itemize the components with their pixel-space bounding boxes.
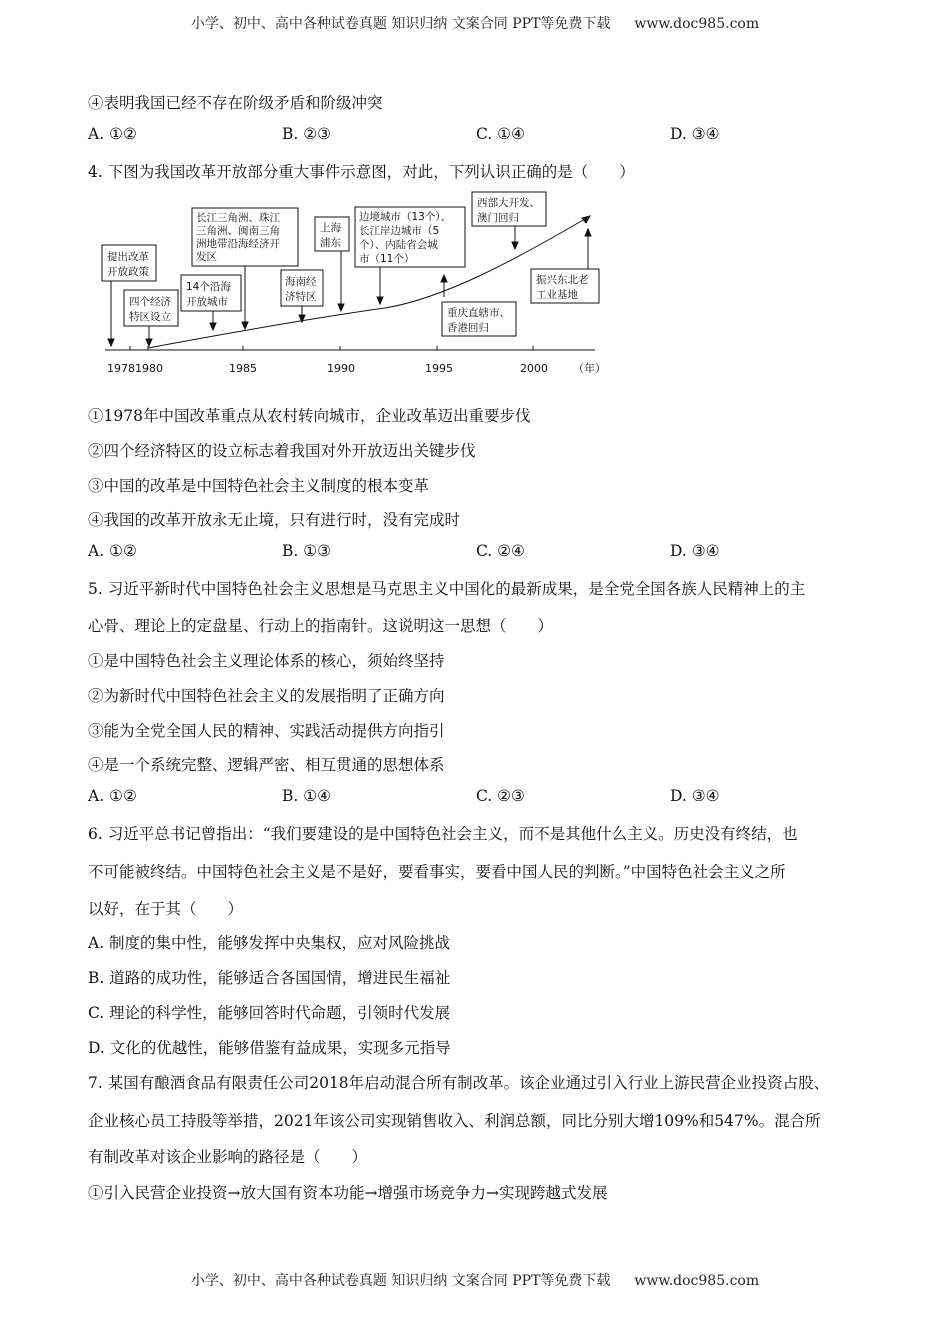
q4-item-3: ③中国的改革是中国特色社会主义制度的根本变革 xyxy=(88,477,430,495)
q5-option-a[interactable]: A. ①② xyxy=(88,787,137,805)
q5-item-4: ④是一个系统完整、逻辑严密、相互贯通的思想体系 xyxy=(88,756,445,774)
event-text-14-cities: 14个沿海 开放城市 xyxy=(186,281,231,308)
q5-option-c[interactable]: C. ②③ xyxy=(476,787,525,805)
q4-item-2: ②四个经济特区的设立标志着我国对外开放迈出关键步伐 xyxy=(88,442,476,460)
q4-option-b[interactable]: B. ①③ xyxy=(282,542,332,560)
q4-option-d[interactable]: D. ③④ xyxy=(670,542,720,560)
q3-option-d[interactable]: D. ③④ xyxy=(670,125,720,143)
footer-text: 小学、初中、高中各种试卷真题 知识归纳 文案合同 PPT等免费下载 xyxy=(190,1273,611,1289)
header-url[interactable]: www.doc985.com xyxy=(634,16,760,32)
q5-options xyxy=(88,787,888,809)
q4-stem: 4. 下图为我国改革开放部分重大事件示意图，对此，下列认识正确的是（ ） xyxy=(88,163,635,181)
q6-option-b[interactable]: B. 道路的成功性，能够适合各国国情，增进民生福祉 xyxy=(88,969,451,987)
axis-label-1995: 1995 xyxy=(425,362,453,375)
q4-item-1: ①1978年中国改革重点从农村转向城市，企业改革迈出重要步伐 xyxy=(88,407,531,425)
axis-label-2000: 2000 xyxy=(520,362,548,375)
reform-timeline-figure xyxy=(95,190,615,380)
event-text-border-cities: 边境城市（13个）、 长江岸边城市（5 个）、内陆省会城 市（11个） xyxy=(359,211,452,265)
q5-option-d[interactable]: D. ③④ xyxy=(670,787,720,805)
q5-stem-line-1: 5. 习近平新时代中国特色社会主义思想是马克思主义中国化的最新成果，是全党全国各族人民精神上的主 xyxy=(88,580,806,598)
q5-item-1: ①是中国特色社会主义理论体系的核心，须始终坚持 xyxy=(88,652,445,670)
q3-option-a[interactable]: A. ①② xyxy=(88,125,137,143)
q6-stem-line-3: 以好，在于其（ ） xyxy=(88,900,244,918)
q6-option-d[interactable]: D. 文化的优越性，能够借鉴有益成果，实现多元指导 xyxy=(88,1039,451,1057)
q7-stem-line-1: 7. 某国有酿酒食品有限责任公司2018年启动混合所有制改革。该企业通过引入行业上游民营企业投资占股、 xyxy=(88,1074,830,1092)
q3-option-b[interactable]: B. ②③ xyxy=(282,125,332,143)
q7-stem-line-2: 企业核心员工持股等举措，2021年该公司实现销售收入、利润总额，同比分别大增109%和547%。混合所 xyxy=(88,1112,821,1130)
event-text-delta-zones: 长江三角洲、珠江 三角洲、闽南三角 洲地带沿海经济开 发区 xyxy=(196,212,280,263)
q6-stem-line-1: 6. 习近平总书记曾指出：“我们要建设的是中国特色社会主义，而不是其他什么主义。历史没有终结，也 xyxy=(88,825,798,843)
event-text-chongqing-hk: 重庆直辖市、 香港回归 xyxy=(447,307,510,334)
q4-option-c[interactable]: C. ②④ xyxy=(476,542,525,560)
axis-label-1978: 1978 xyxy=(107,362,135,375)
q6-stem-line-2: 不可能被终结。中国特色社会主义是不是好，要看事实，要看中国人民的判断。”中国特色社会主义之所 xyxy=(88,863,786,881)
axis-label-year-unit: （年） xyxy=(573,362,606,375)
q6-option-a[interactable]: A. 制度的集中性，能够发挥中央集权，应对风险挑战 xyxy=(88,934,451,952)
q4-item-4: ④我国的改革开放永无止境，只有进行时，没有完成时 xyxy=(88,511,461,529)
q7-item-1: ①引入民营企业投资→放大国有资本功能→增强市场竞争力→实现跨越式发展 xyxy=(88,1184,608,1202)
q7-stem-line-3: 有制改革对该企业影响的路径是（ ） xyxy=(88,1148,368,1166)
page-footer xyxy=(0,1270,950,1290)
q6-option-c[interactable]: C. 理论的科学性，能够回答时代命题，引领时代发展 xyxy=(88,1004,451,1022)
q3-item-4: ④表明我国已经不存在阶级矛盾和阶级冲突 xyxy=(88,94,383,112)
axis-label-1985: 1985 xyxy=(229,362,257,375)
axis-label-1990: 1990 xyxy=(327,362,355,375)
footer-url[interactable]: www.doc985.com xyxy=(634,1273,760,1289)
trend-arrowhead xyxy=(582,216,590,223)
q5-item-2: ②为新时代中国特色社会主义的发展指明了正确方向 xyxy=(88,687,445,705)
q3-option-c[interactable]: C. ①④ xyxy=(476,125,525,143)
event-text-pudong: 上海 浦东 xyxy=(320,222,341,249)
q5-item-3: ③能为全党全国人民的精神、实践活动提供方向指引 xyxy=(88,722,445,740)
page-header xyxy=(0,13,950,33)
event-text-four-sez: 四个经济 特区设立 xyxy=(129,296,171,323)
axis-label-1980: 1980 xyxy=(135,362,163,375)
q4-options xyxy=(88,542,888,564)
q3-options xyxy=(88,125,888,147)
event-text-west-macau: 西部大开发、 澳门回归 xyxy=(477,197,540,224)
event-text-hainan: 海南经 济特区 xyxy=(285,276,317,303)
q5-option-b[interactable]: B. ①④ xyxy=(282,787,332,805)
q5-stem-line-2: 心骨、理论上的定盘星、行动上的指南针。这说明这一思想（ ） xyxy=(88,617,554,635)
event-text-reform-policy: 提出改革 开放政策 xyxy=(107,251,149,278)
header-text: 小学、初中、高中各种试卷真题 知识归纳 文案合同 PPT等免费下载 xyxy=(190,16,611,32)
q4-option-a[interactable]: A. ①② xyxy=(88,542,137,560)
event-text-northeast: 振兴东北老 工业基地 xyxy=(536,274,589,301)
